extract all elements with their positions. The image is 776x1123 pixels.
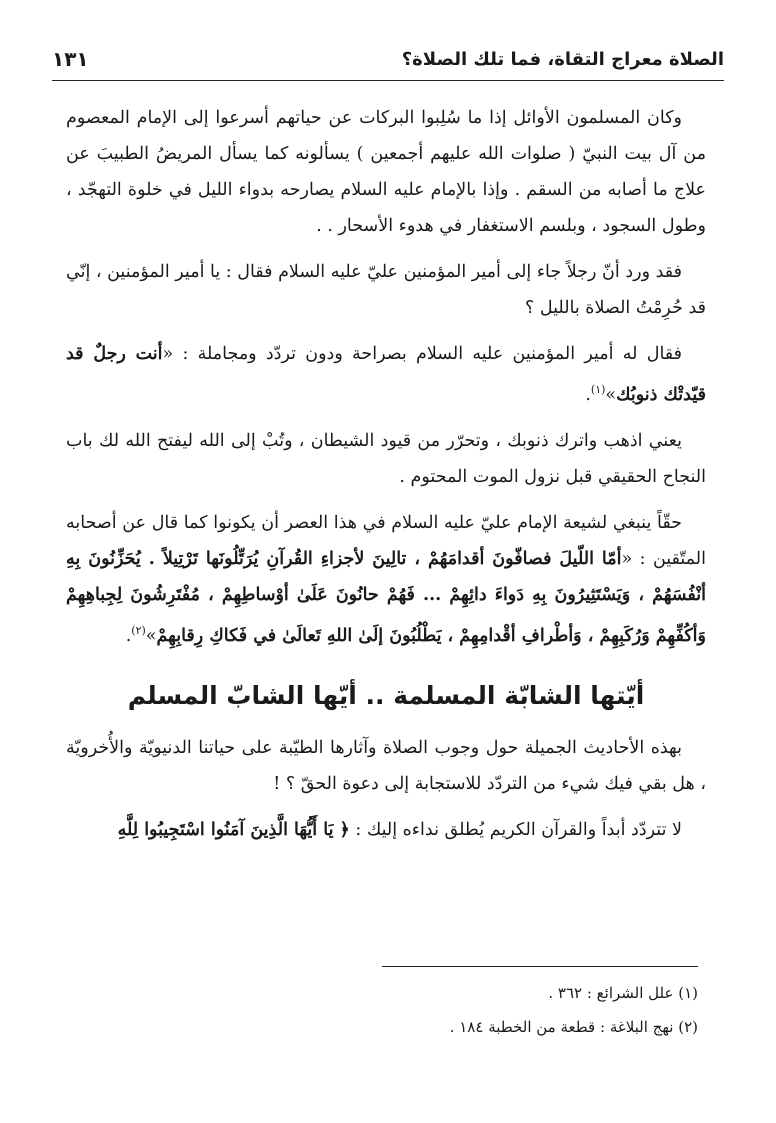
paragraph: فقد ورد أنّ رجلاً جاء إلى أمير المؤمنين عليّ عليه السلام فقال : يا أمير المؤمنين ، إنّي قد حُرِمْتُ الصلاة بالليل ؟ [66, 262, 706, 318]
header-rule [52, 80, 724, 81]
footnote-ref: (٢) [131, 623, 146, 637]
paragraph-intro: فقال له أمير المؤمنين عليه السلام بصراحة ودون تردّد ومجاملة : « [162, 344, 682, 364]
quote-end: » [605, 384, 617, 405]
paragraph: وكان المسلمون الأوائل إذا ما سُلِبوا البركات عن حياتهم أسرعوا إلى الإمام المعصوم من آل بيت النبيّ ( صلوات الله عليهم أجمعين ) يسألونه كما يسأل المريضُ الطبيبَ عن علاج ما أصابه من السقم . وإذا بالإمام عليه السلام يصارحه بدواء الليل في خلوة التهجّد ، وطول السجود ، وبلسم الاستغفار في هدوء الأسحار . . [66, 108, 706, 236]
main-text [66, 100, 706, 858]
paragraph [66, 812, 706, 848]
footnote-rule [382, 966, 698, 967]
paragraph: بهذه الأحاديث الجميلة حول وجوب الصلاة وآثارها الطيّبة على حياتنا الدنيويّة والأُخرويّة ، هل بقي فيك شيء من التردّد للاستجابة إلى دعوة الحقّ ؟ ! [66, 737, 706, 794]
quote-end: » [145, 625, 157, 646]
page-header [52, 42, 724, 76]
paragraph-intro: حقّاً ينبغي لشيعة الإمام عليّ عليه السلام في هذا العصر أن يكونوا كما قال عن أصحابه المتّقين : « [66, 512, 706, 569]
paragraph [66, 336, 706, 413]
footnote: (٢) نهج البلاغة : قطعة من الخطبة ١٨٤ . [449, 1018, 698, 1036]
quote: أمّا اللّيلَ فصافّونَ أقدامَهُمْ ، تالِينَ لأجزاءِ القُرآنِ يُرَتِّلُونَها تَرْتِيلاً . يُحَزِّنُونَ بِهِ أنْفُسَهُمْ ، وَيَسْتَثِيرُونَ بِهِ دَواءَ دائِهِمْ ... فَهُمْ حانُونَ عَلَىٰ أوْساطِهِمْ ، مُفْتَرِشُونَ لِجِباهِهِمْ وَأكُفِّهِمْ وَرُكَبِهِمْ ، وَأطْرافِ أقْدامِهِمْ ، يَطْلُبُونَ إلَىٰ اللهِ تَعالَىٰ في فَكاكِ رِقابِهِمْ [66, 548, 706, 646]
paragraph-tail: . [585, 384, 591, 405]
section-heading: أيّتها الشابّة المسلمة .. أيّها الشابّ المسلم [127, 680, 645, 710]
quote: أنت رجلٌ قد قيّدتْك ذنوبُك [66, 344, 706, 405]
paragraph-tail: . [125, 625, 132, 646]
footnotes [70, 976, 698, 1044]
footnote-ref: (١) [590, 383, 606, 396]
paragraph-intro: لا تتردّد أبداً والقرآن الكريم يُطلق نداءه إليك : [355, 819, 682, 840]
page-number: ١٣١ [52, 47, 89, 71]
paragraph [66, 505, 706, 654]
footnote: (١) علل الشرائع : ٣٦٢ . [548, 984, 698, 1002]
running-title: الصلاة معراج التقاة، فما تلك الصلاة؟ [401, 48, 724, 70]
quran-quote: ﴿ يَا أَيُّهَا الَّذِينَ آمَنُوا اسْتَجِيبُوا لِلَّهِ [117, 819, 350, 840]
paragraph: يعني اذهب واترك ذنوبك ، وتحرّر من قيود الشيطان ، وتُبْ إلى الله ليفتح الله لك باب النجاح الحقيقي قبل نزول الموت المحتوم . [66, 430, 706, 487]
